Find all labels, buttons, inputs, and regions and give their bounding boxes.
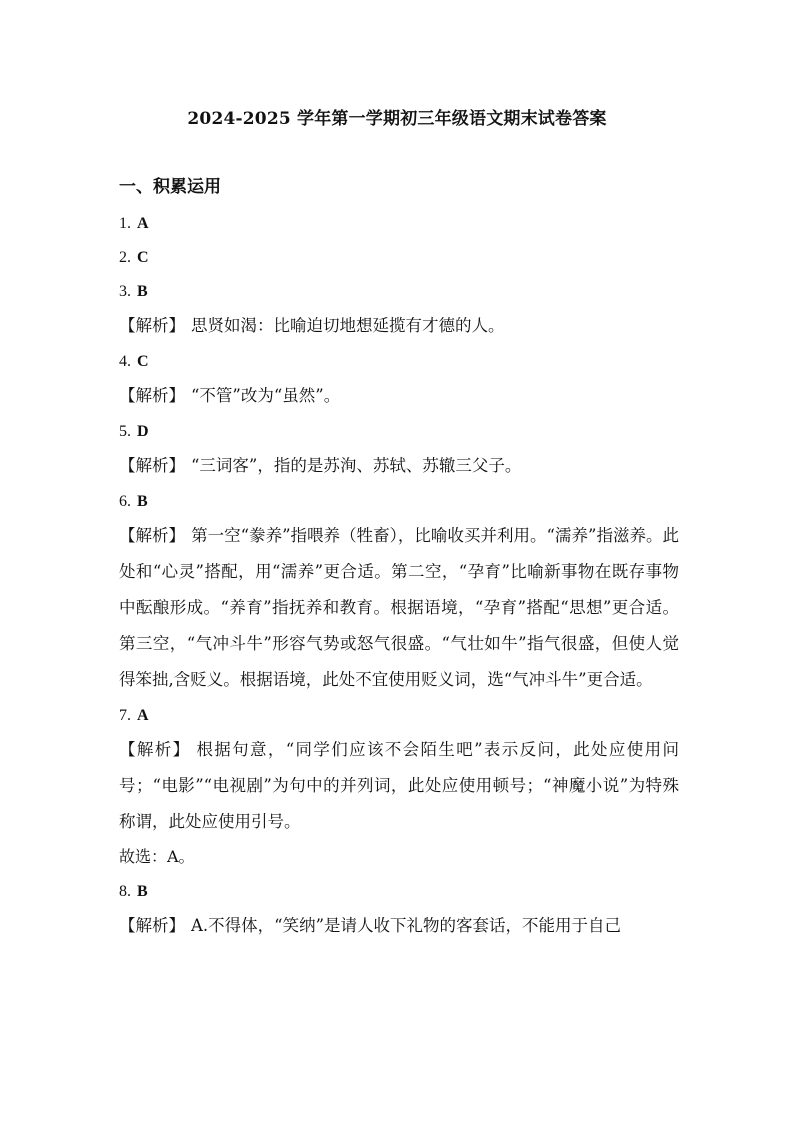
analysis-label: 【解析】 bbox=[119, 456, 185, 475]
conclusion-line: 故选：A。 bbox=[119, 847, 195, 866]
item-number: 4. bbox=[119, 353, 131, 370]
analysis-text: “三词客”，指的是苏洵、苏轼、苏辙三父子。 bbox=[191, 456, 522, 475]
analysis-block-4 bbox=[119, 378, 679, 414]
item-number: 1. bbox=[119, 215, 131, 232]
item-number: 8. bbox=[119, 883, 131, 900]
analysis-text: A.不得体，“笑纳”是请人收下礼物的客套话，不能用于自己 bbox=[191, 916, 622, 935]
answer-item-1 bbox=[119, 206, 679, 240]
item-answer: C bbox=[137, 353, 149, 370]
answer-item-8 bbox=[119, 874, 679, 908]
item-answer: B bbox=[137, 283, 148, 300]
item-answer: C bbox=[137, 249, 149, 266]
item-number: 3. bbox=[119, 283, 131, 300]
document-title: 2024-2025 学年第一学期初三年级语文期末试卷答案 bbox=[187, 109, 607, 129]
answer-item-7 bbox=[119, 698, 679, 732]
analysis-text: 第一空“豢养”指喂养（牲畜），比喻收买并利用。“濡养”指滋养。此处和“心灵”搭配，用“濡养”更合适。第二空，“孕育”比喻新事物在既存事物中酝酿形成。“养育”指抚养和教育。根据语境，“孕育”搭配“思想”更合适。第三空，“气冲斗牛”形容气势或怒气很盛。“气壮如牛”指气很盛，但使人觉得笨拙,含贬义。根据语境，此处不宜使用贬义词，选“气冲斗牛”更合适。 bbox=[119, 526, 679, 689]
item-answer: A bbox=[137, 215, 149, 232]
section-heading: 一、积累运用 bbox=[119, 177, 221, 197]
item-answer: A bbox=[137, 707, 149, 724]
answer-item-2 bbox=[119, 240, 679, 274]
analysis-block-3 bbox=[119, 308, 679, 344]
analysis-text: “不管”改为“虽然”。 bbox=[191, 386, 341, 405]
answer-item-5 bbox=[119, 414, 679, 448]
analysis-label: 【解析】 bbox=[119, 316, 185, 335]
analysis-block-6 bbox=[119, 518, 679, 698]
analysis-label: 【解析】 bbox=[119, 740, 191, 759]
analysis-block-8 bbox=[119, 908, 679, 944]
item-answer: D bbox=[137, 423, 149, 440]
item-number: 7. bbox=[119, 707, 131, 724]
analysis-block-5 bbox=[119, 448, 679, 484]
item-answer: B bbox=[137, 493, 148, 510]
item-number: 2. bbox=[119, 249, 131, 266]
analysis-label: 【解析】 bbox=[119, 526, 186, 545]
answer-item-6 bbox=[119, 484, 679, 518]
item-number: 5. bbox=[119, 423, 131, 440]
answer-list bbox=[119, 206, 679, 944]
analysis-text: 根据句意，“同学们应该不会陌生吧”表示反问，此处应使用问号；“电影”“电视剧”为句中的并列词，此处应使用顿号；“神魔小说”为特殊称谓，此处应使用引号。 bbox=[119, 740, 679, 831]
answer-item-3 bbox=[119, 274, 679, 308]
item-answer: B bbox=[137, 883, 148, 900]
analysis-label: 【解析】 bbox=[119, 916, 185, 935]
answer-item-4 bbox=[119, 344, 679, 378]
analysis-text: 思贤如渴：比喻迫切地想延揽有才德的人。 bbox=[191, 316, 505, 335]
analysis-block-7 bbox=[119, 732, 679, 840]
item-number: 6. bbox=[119, 493, 131, 510]
analysis-label: 【解析】 bbox=[119, 386, 185, 405]
